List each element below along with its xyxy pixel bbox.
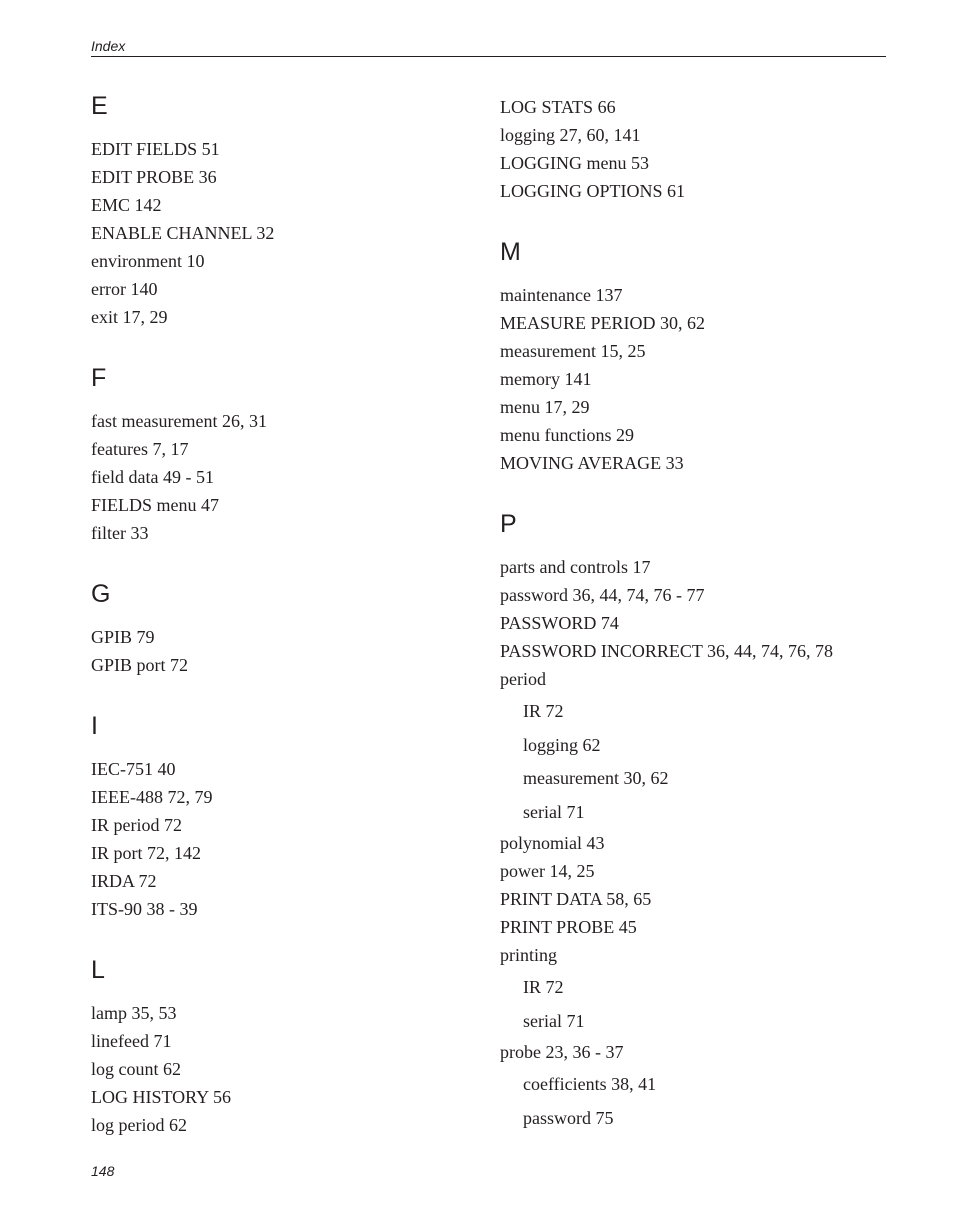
section-letter: F bbox=[91, 364, 107, 392]
index-entry: EDIT PROBE 36 bbox=[91, 167, 217, 187]
index-entry: period bbox=[500, 669, 546, 689]
index-entry: MOVING AVERAGE 33 bbox=[500, 453, 684, 473]
index-entry: PRINT DATA 58, 65 bbox=[500, 889, 652, 909]
index-column-left bbox=[91, 91, 471, 1139]
index-entry: IEC-751 40 bbox=[91, 759, 176, 779]
index-entry: IR period 72 bbox=[91, 815, 182, 835]
index-entry: lamp 35, 53 bbox=[91, 1003, 177, 1023]
index-entry: filter 33 bbox=[91, 523, 149, 543]
index-entry: LOGGING menu 53 bbox=[500, 153, 649, 173]
index-subentry: serial 71 bbox=[523, 801, 585, 822]
index-entry: error 140 bbox=[91, 279, 158, 299]
index-subentry: measurement 30, 62 bbox=[523, 768, 669, 788]
index-entry: EDIT FIELDS 51 bbox=[91, 139, 220, 159]
index-entry: FIELDS menu 47 bbox=[91, 495, 219, 515]
index-subentry: serial 71 bbox=[523, 1010, 585, 1031]
section-letter: I bbox=[91, 712, 98, 740]
index-entry: log period 62 bbox=[91, 1115, 187, 1135]
index-entry: field data 49 - 51 bbox=[91, 467, 214, 487]
index-entry: ENABLE CHANNEL 32 bbox=[91, 223, 275, 243]
index-entry: GPIB 79 bbox=[91, 627, 155, 647]
index-entry: fast measurement 26, 31 bbox=[91, 411, 267, 431]
index-entry: PRINT PROBE 45 bbox=[500, 917, 637, 937]
index-entry: features 7, 17 bbox=[91, 439, 189, 459]
index-entry: measurement 15, 25 bbox=[500, 341, 646, 361]
index-entry: linefeed 71 bbox=[91, 1031, 172, 1051]
index-entry: menu 17, 29 bbox=[500, 397, 590, 417]
index-entry: IRDA 72 bbox=[91, 871, 157, 891]
index-entry: maintenance 137 bbox=[500, 285, 623, 305]
index-entry: EMC 142 bbox=[91, 195, 162, 215]
index-subentry: password 75 bbox=[523, 1107, 614, 1128]
index-entry: power 14, 25 bbox=[500, 861, 595, 881]
section-letter: P bbox=[500, 510, 517, 538]
index-entry: memory 141 bbox=[500, 369, 592, 389]
index-entry: PASSWORD 74 bbox=[500, 613, 619, 633]
section-letter: M bbox=[500, 238, 521, 266]
index-entry: polynomial 43 bbox=[500, 833, 605, 853]
section-letter: L bbox=[91, 956, 105, 984]
index-entry: parts and controls 17 bbox=[500, 557, 651, 577]
index-entry: LOGGING OPTIONS 61 bbox=[500, 181, 685, 201]
index-subentry: IR 72 bbox=[523, 977, 564, 997]
running-header bbox=[91, 38, 886, 57]
index-entry: GPIB port 72 bbox=[91, 655, 189, 675]
index-entry: IEEE-488 72, 79 bbox=[91, 787, 213, 807]
index-entry: MEASURE PERIOD 30, 62 bbox=[500, 313, 706, 333]
section-letter: E bbox=[91, 92, 108, 120]
section-letter: G bbox=[91, 580, 111, 608]
index-entry: LOG STATS 66 bbox=[500, 97, 616, 117]
index-column-right bbox=[500, 93, 920, 1135]
index-entry: environment 10 bbox=[91, 251, 205, 271]
index-entry: logging 27, 60, 141 bbox=[500, 125, 641, 145]
index-subentry: IR 72 bbox=[523, 701, 564, 721]
index-entry: PASSWORD INCORRECT 36, 44, 74, 76, 78 bbox=[500, 641, 834, 661]
index-entry: exit 17, 29 bbox=[91, 307, 168, 327]
header-title: Index bbox=[91, 38, 126, 54]
index-entry: probe 23, 36 - 37 bbox=[500, 1042, 624, 1062]
page-number: 148 bbox=[91, 1163, 115, 1179]
index-entry: ITS-90 38 - 39 bbox=[91, 899, 198, 919]
index-entry: password 36, 44, 74, 76 - 77 bbox=[500, 585, 705, 605]
index-entry: LOG HISTORY 56 bbox=[91, 1087, 232, 1107]
index-entry: IR port 72, 142 bbox=[91, 843, 201, 863]
index-subentry: coefficients 38, 41 bbox=[523, 1074, 657, 1094]
index-entry: menu functions 29 bbox=[500, 425, 634, 445]
index-subentry: logging 62 bbox=[523, 734, 601, 755]
index-entry: printing bbox=[500, 945, 557, 965]
index-entry: log count 62 bbox=[91, 1059, 181, 1079]
